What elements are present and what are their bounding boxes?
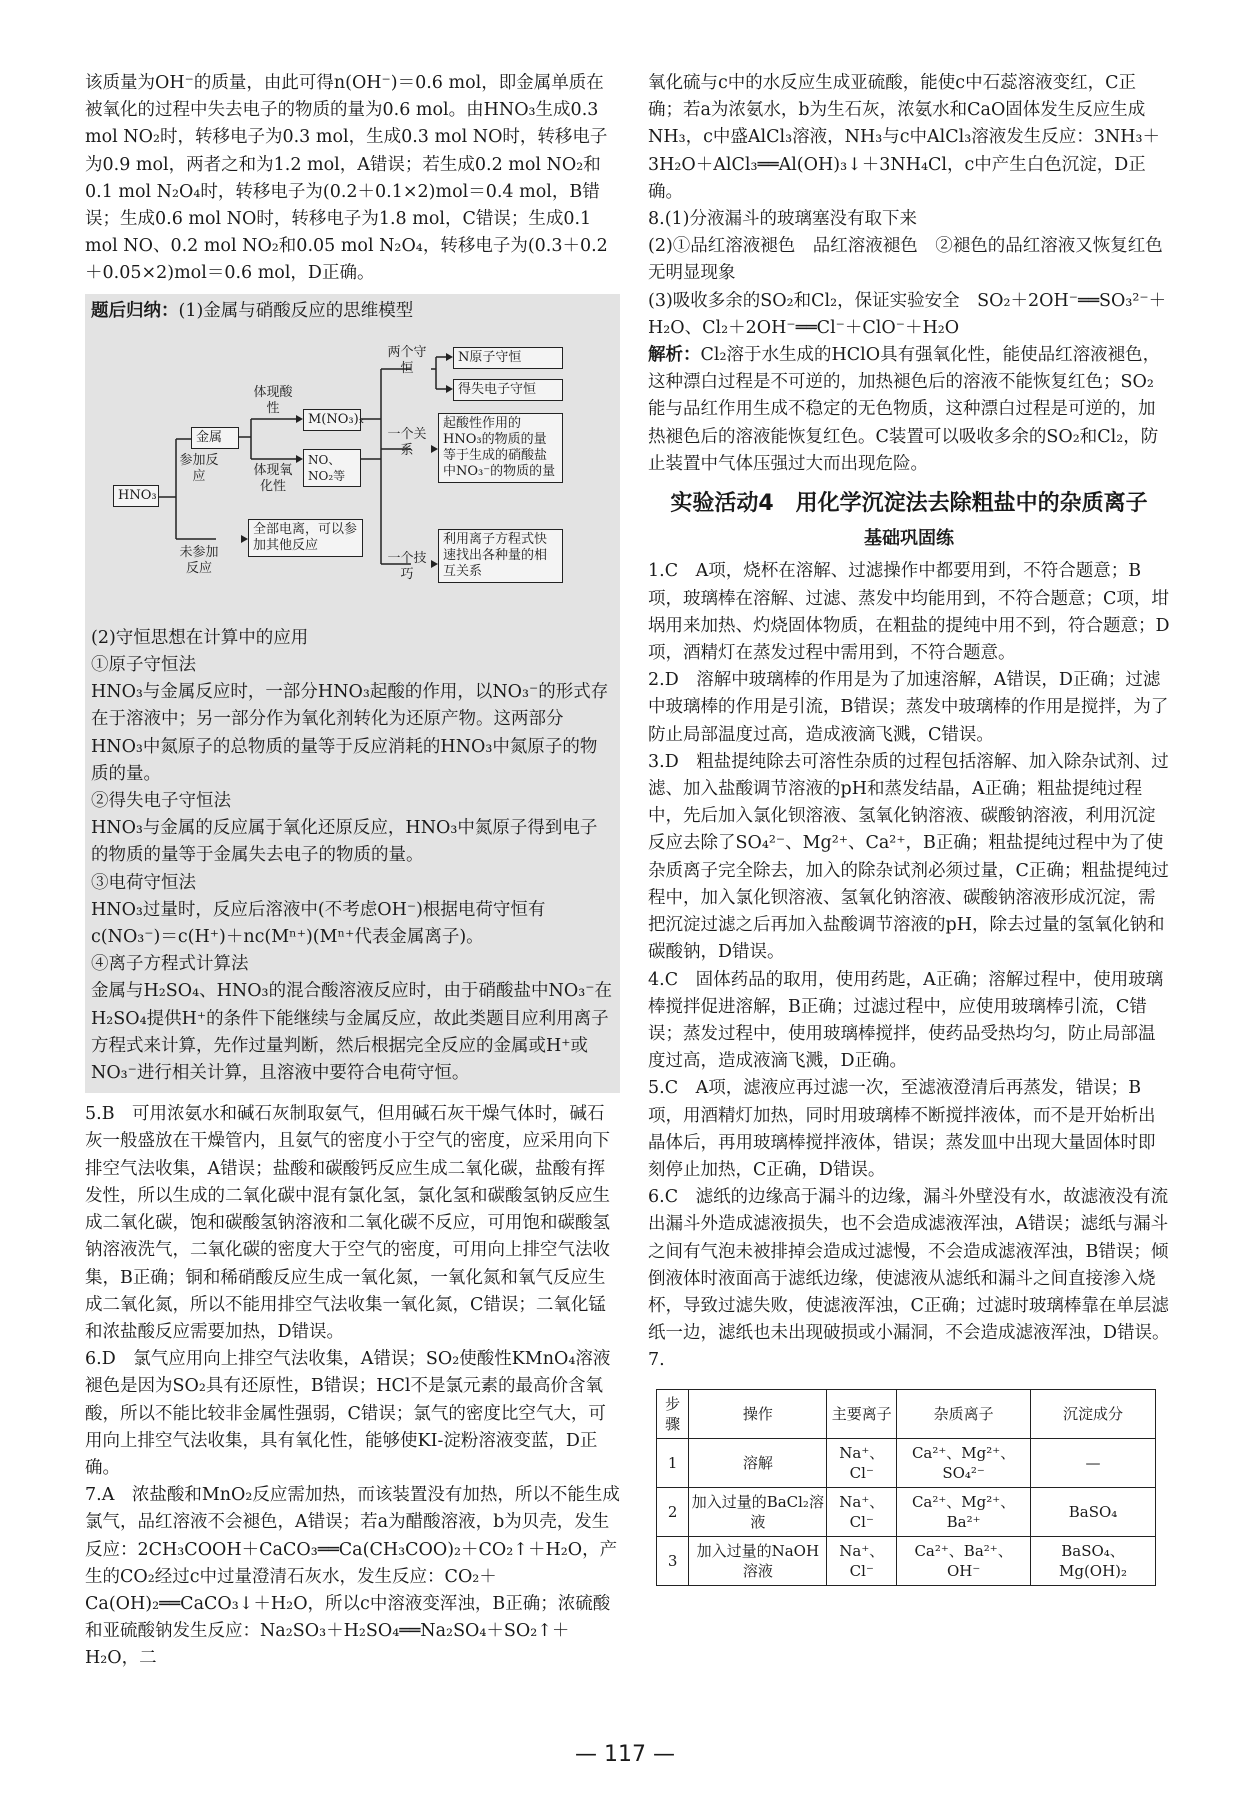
participate-label: 参加反应 [179, 452, 219, 484]
steps-table [656, 1389, 1156, 1586]
answer-item: 1.C A项，烧杯在溶解、过滤操作中都要用到，不符合题意；B项，玻璃棒在溶解、过滤、蒸发中均能用到，不符合题意；C项，坩埚用来加热、灼烧固体物质，在粗盐的提纯中用不到，符合题意；D项，酒精灯在蒸发过程中需用到，不符合题意。 [648, 561, 1170, 664]
two-conservation-label: 两个守恒 [387, 344, 427, 376]
table-header: 沉淀成分 [1031, 1389, 1156, 1438]
hno3-box: HNO₃ [113, 485, 159, 507]
summary-item: HNO₃与金属的反应属于氧化还原反应，HNO₃中氮原子得到电子的物质的量等于金属失去电子的物质的量。 [91, 818, 598, 866]
summary-item: ④离子方程式计算法 [91, 954, 249, 975]
table-cell: 3 [657, 1536, 689, 1585]
answer-item: 7.A 浓盐酸和MnO₂反应需加热，而该装置没有加热，所以不能生成氯气，品红溶液不会褪色，A错误；若a为醋酸溶液，b为贝壳，发生反应：2CH₃COOH＋CaCO₃══Ca(CH₃COO)₂＋CO₂↑＋H₂O，产生的CO₂经过c中过量澄清石灰水，发生反应：CO₂＋Ca(OH)₂══CaCO₃↓＋H₂O，所以c中溶液变浑浊，B正确；浓硫酸和亚硫酸钠发生反应：Na₂SO₃＋H₂SO₄══Na₂SO₄＋SO₂↑＋H₂O，二 [85, 1485, 620, 1669]
metal-nitrate-box: M(NO₃)ₓ [303, 409, 361, 431]
thinking-model-diagram [91, 329, 614, 619]
table-header: 主要离子 [827, 1389, 897, 1438]
relation-box: 起酸性作用的HNO₃的物质的量等于生成的硝酸盐中NO₃⁻的物质的量 [438, 413, 563, 483]
paragraph: (2)①品红溶液褪色 品红溶液褪色 ②褪色的品红溶液又恢复红色 无明显现象 [648, 236, 1181, 284]
analysis-label: 解析： [648, 345, 701, 366]
summary-box [85, 294, 620, 1094]
table-row [657, 1487, 1156, 1536]
table-header: 杂质离子 [897, 1389, 1031, 1438]
table-cell: — [1031, 1438, 1156, 1487]
table-cell: BaSO₄、Mg(OH)₂ [1031, 1536, 1156, 1585]
table-cell: 1 [657, 1438, 689, 1487]
summary-heading [91, 298, 614, 325]
table-row [657, 1536, 1156, 1585]
right-column [648, 70, 1181, 1586]
table-header-row [657, 1389, 1156, 1438]
one-technique-label: 一个技巧 [387, 550, 427, 582]
no-no2-box: NO、NO₂等 [303, 449, 361, 487]
summary-item: HNO₃与金属反应时，一部分HNO₃起酸的作用，以NO₃⁻的形式存在于溶液中；另一部分作为氧化剂转化为还原产物。这两部分HNO₃中氮原子的总物质的量等于反应消耗的HNO₃中氮原子的物质的量。 [91, 682, 609, 784]
table-cell: 溶解 [689, 1438, 827, 1487]
answer-item: 5.C A项，滤液应再过滤一次，至滤液澄清后再蒸发，错误；B项，用酒精灯加热，同时用玻璃棒不断搅拌液体，而不是开始析出晶体后，再用玻璃棒搅拌液体，错误；蒸发皿中出现大量固体时即刻停止加热，C正确，D错误。 [648, 1078, 1156, 1180]
table-cell: Ca²⁺、Mg²⁺、Ba²⁺ [897, 1487, 1031, 1536]
e-conservation-box: 得失电子守恒 [453, 379, 563, 401]
answer-item: 4.C 固体药品的取用，使用药匙，A正确；溶解过程中，使用玻璃棒搅拌促进溶解，B正确；过滤过程中，应使用玻璃棒引流，C错误；蒸发过程中，使用玻璃棒搅拌，使药品受热均匀，防止局部温度过高，造成液滴飞溅，D正确。 [648, 969, 1164, 1072]
paragraph: 氧化硫与c中的水反应生成亚硫酸，能使c中石蕊溶液变红，C正确；若a为浓氨水，b为生石灰，浓氨水和CaO固体发生反应生成NH₃，c中盛AlCl₃溶液，NH₃与c中AlCl₃溶液发生反应：3NH₃＋3H₂O＋AlCl₃══Al(OH)₃↓＋3NH₄Cl，c中产生白色沉淀，D正确。 [648, 73, 1160, 202]
section-title: 基础巩固练 [864, 528, 954, 550]
answer-item: 6.D 氯气应用向上排空气法收集，A错误；SO₂使酸性KMnO₄溶液褪色是因为SO₂具有还原性，B错误；HCl不是氯元素的最高价含氧酸，所以不能比较非金属性强弱，C错误；氯气的密度比空气大，可用向上排空气法收集，具有氧化性，能够使KI-淀粉溶液变蓝，D正确。 [85, 1349, 611, 1478]
table-cell: 加入过量的NaOH溶液 [689, 1536, 827, 1585]
analysis-paragraph [648, 342, 1170, 478]
not-participate-label: 未参加反应 [179, 544, 219, 576]
table-cell: 加入过量的BaCl₂溶液 [689, 1487, 827, 1536]
activity-title: 实验活动4 用化学沉淀法去除粗盐中的杂质离子 [670, 491, 1148, 517]
table-cell: Na⁺、Cl⁻ [827, 1487, 897, 1536]
table-cell: Ca²⁺、Ba²⁺、OH⁻ [897, 1536, 1031, 1585]
answer-item: 3.D 粗盐提纯除去可溶性杂质的过程包括溶解、加入除杂试剂、过滤、加入盐酸调节溶液的pH和蒸发结晶，A正确；粗盐提纯过程中，先后加入氯化钡溶液、氢氧化钠溶液、碳酸钠溶液，利用沉淀反应去除了SO₄²⁻、Mg²⁺、Ca²⁺，B正确；粗盐提纯过程中为了使杂质离子完全除去，加入的除杂试剂必须过量，C正确；粗盐提纯过程中，加入氯化钡溶液、氢氧化钠溶液、碳酸钠溶液形成沉淀，需把沉淀过滤之后再加入盐酸调节溶液的pH，除去过量的氢氧化钠和碳酸钠，D错误。 [648, 751, 1169, 963]
summary-title: 题后归纳： [91, 300, 179, 321]
table-row [657, 1438, 1156, 1487]
paragraph: 该质量为OH⁻的质量，由此可得n(OH⁻)＝0.6 mol，即金属单质在被氧化的过程中失去电子的物质的量为0.6 mol。由HNO₃生成0.3 mol NO₂时，转移电子为0.3 mol，生成0.3 mol NO时，转移电子为0.9 mol，两者之和为1.2 mol，A错误；若生成0.2 mol NO₂和0.1 mol N₂O₄时，转移电子为(0.2＋0.1×2)mol＝0.4 mol，B错误；生成0.6 mol NO时，转移电子为1.8 mol，C错误；生成0.1 mol NO、0.2 mol NO₂和0.05 mol N₂O₄，转移电子为(0.3＋0.2＋0.05×2)mol＝0.6 mol，D正确。 [85, 73, 608, 284]
table-cell: 2 [657, 1487, 689, 1536]
summary-item: HNO₃过量时，反应后溶液中(不考虑OH⁻)根据电荷守恒有c(NO₃⁻)＝c(H⁺)＋nc(Mⁿ⁺)(Mⁿ⁺代表金属离子)。 [91, 899, 546, 948]
analysis-text: Cl₂溶于水生成的HClO具有强氧化性，能使品红溶液褪色，这种漂白过程是不可逆的，加热褪色后的溶液不能恢复红色；SO₂能与品红作用生成不稳定的无色物质，这种漂白过程是可逆的，加热褪色后的溶液能恢复红色。C装置可以吸收多余的SO₂和Cl₂，防止装置中气体压强过大而出现危险。 [648, 345, 1161, 474]
table-cell: Na⁺、Cl⁻ [827, 1536, 897, 1585]
summary-intro: (1)金属与硝酸反应的思维模型 [178, 300, 414, 321]
table-header: 操作 [689, 1389, 827, 1438]
answer-item: 5.B 可用浓氨水和碱石灰制取氨气，但用碱石灰干燥气体时，碱石灰一般盛放在干燥管内，且氨气的密度小于空气的密度，应采用向下排空气法收集，A错误；盐酸和碳酸钙反应生成二氧化碳，盐酸有挥发性，所以生成的二氧化碳中混有氯化氢，氯化氢和碳酸氢钠反应生成二氧化碳，饱和碳酸氢钠溶液和二氧化碳不反应，可用饱和碳酸氢钠溶液洗气，二氧化碳的密度大于空气的密度，可用向上排空气法收集，B正确；铜和稀硝酸反应生成一氧化氮，一氧化氮和氧气反应生成二氧化氮，所以不能用排空气法收集一氧化氮，C错误；二氧化锰和浓盐酸反应需要加热，D错误。 [85, 1104, 610, 1342]
technique-box: 利用离子方程式快速找出各种量的相互关系 [438, 529, 563, 583]
oxidizing-label: 体现氧化性 [253, 462, 293, 494]
all-ionized-box: 全部电离，可以参加其他反应 [248, 519, 363, 557]
summary-item: 金属与H₂SO₄、HNO₃的混合酸溶液反应时，由于硝酸盐中NO₃⁻在H₂SO₄提供H⁺的条件下能继续与金属反应，故此类题目应利用离子方程式来计算，先作过量判断，然后根据完全反应的金属或H⁺或NO₃⁻进行相关计算，且溶液中要符合电荷守恒。 [91, 981, 612, 1084]
one-relation-label: 一个关系 [387, 426, 427, 458]
answer-item: 7. [648, 1350, 665, 1371]
summary-item: ②得失电子守恒法 [91, 791, 231, 812]
table-header: 步骤 [657, 1389, 689, 1438]
answer-item: 2.D 溶解中玻璃棒的作用是为了加速溶解，A错误，D正确；过滤中玻璃棒的作用是引流，B错误；蒸发中玻璃棒的作用是搅拌，为了防止局部温度过高，造成液滴飞溅，C错误。 [648, 670, 1169, 745]
left-column [85, 70, 620, 1673]
summary-item: ③电荷守恒法 [91, 872, 196, 893]
paragraph: (3)吸收多余的SO₂和Cl₂，保证实验安全 SO₂＋2OH⁻══SO₃²⁻＋H₂O、Cl₂＋2OH⁻══Cl⁻＋ClO⁻＋H₂O [648, 290, 1167, 338]
table-cell: Ca²⁺、Mg²⁺、SO₄²⁻ [897, 1438, 1031, 1487]
table-cell: BaSO₄ [1031, 1487, 1156, 1536]
table-cell: Na⁺、Cl⁻ [827, 1438, 897, 1487]
summary-item: ①原子守恒法 [91, 655, 196, 676]
paragraph: 8.(1)分液漏斗的玻璃塞没有取下来 [648, 209, 917, 230]
page-number: — 117 — [575, 1742, 675, 1767]
summary-item: (2)守恒思想在计算中的应用 [91, 627, 309, 648]
acidity-label: 体现酸性 [253, 384, 293, 416]
answer-item: 6.C 滤纸的边缘高于漏斗的边缘，漏斗外壁没有水，故滤液没有流出漏斗外造成滤液损失，也不会造成滤液浑浊，A错误；滤纸与漏斗之间有气泡未被排掉会造成过滤慢，不会造成滤液浑浊，B错误；倾倒液体时液面高于滤纸边缘，使滤液从滤纸和漏斗之间直接渗入烧杯，导致过滤失败，使滤液浑浊，C正确；过滤时玻璃棒靠在单层滤纸一边，滤纸也未出现破损或小漏洞，不会造成滤液浑浊，D错误。 [648, 1187, 1170, 1344]
metal-box: 金属 [191, 427, 239, 449]
n-conservation-box: N原子守恒 [453, 347, 563, 369]
